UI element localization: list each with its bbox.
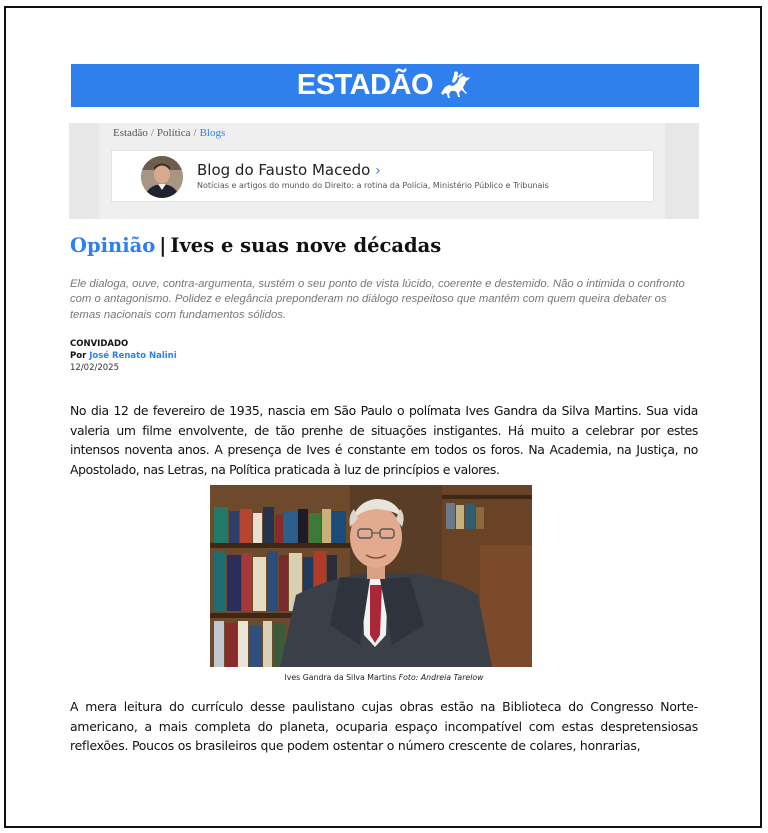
- section-label[interactable]: Opinião: [70, 234, 156, 257]
- blog-title[interactable]: [197, 161, 381, 179]
- article-photo: [210, 485, 532, 667]
- blog-author-avatar: [141, 156, 183, 198]
- article-headline: [70, 234, 441, 257]
- breadcrumb-item-estadao[interactable]: Estadão: [113, 127, 148, 139]
- breadcrumb-separator: /: [193, 127, 197, 139]
- headline-separator: |: [159, 234, 167, 257]
- portrait-photo: [210, 485, 532, 667]
- horse-rider-icon: [437, 71, 473, 101]
- masthead[interactable]: [71, 64, 699, 107]
- article-paragraph-1: No dia 12 de fevereiro de 1935, nascia em São Paulo o polímata Ives Gandra da Silva Martins. Sua vida valeria um filme envolvente, de tão prenhe de situações instigantes. Há muito a celebrar por estes intensos noventa anos. A presença de Ives é constante em todos os foros. Na Academia, na Justiça, no Apostolado, nas Letras, na Política praticada à luz de princípios e valores.: [70, 403, 698, 477]
- blog-card[interactable]: [111, 150, 654, 202]
- breadcrumb-item-politica[interactable]: Política: [156, 127, 191, 139]
- article-paragraph-2: A mera leitura do currículo desse paulistano cujas obras estão na Biblioteca do Congresso Norte-americano, a mais completa do planeta, ocuparia espaço incompatível com estas despretensiosas reflexões. Poucos os brasileiros que podem ostentar o número crescente de colares, honrarias,: [70, 699, 698, 753]
- blog-header-band: [69, 123, 699, 219]
- article-title: Ives e suas nove décadas: [170, 234, 442, 257]
- breadcrumb: [113, 127, 225, 139]
- photo-credit: Foto: Andreia Tarelow: [398, 673, 484, 682]
- photo-caption: [0, 673, 768, 682]
- article-kicker: CONVIDADO: [70, 339, 129, 349]
- byline: [70, 350, 177, 362]
- breadcrumb-item-blogs[interactable]: Blogs: [199, 127, 226, 139]
- blog-title-text[interactable]: Blog do Fausto Macedo: [197, 161, 371, 179]
- article-dek: Ele dialoga, ouve, contra-argumenta, sustém o seu ponto de vista lúcido, coerente e destemido. Não o intimida o confronto com o antagonismo. Polidez e elegância preponderam no diálogo respeitoso que mantém com quem queira debater os temas nacionais com fundamentos sólidos.: [70, 278, 685, 321]
- chevron-right-icon[interactable]: ›: [375, 163, 381, 179]
- blog-subtitle: Notícias e artigos do mundo do Direito: a rotina da Polícia, Ministério Público e Tribunais: [197, 181, 549, 190]
- photo-caption-text: Ives Gandra da Silva Martins: [284, 673, 397, 682]
- site-logo[interactable]: ESTADÃO: [296, 69, 434, 101]
- breadcrumb-separator: /: [150, 127, 154, 139]
- publish-date: 12/02/2025: [70, 363, 119, 373]
- byline-prefix: Por: [70, 351, 87, 361]
- avatar-portrait-icon: [141, 156, 183, 198]
- article-meta: [70, 338, 177, 374]
- author-link[interactable]: José Renato Nalini: [89, 351, 177, 361]
